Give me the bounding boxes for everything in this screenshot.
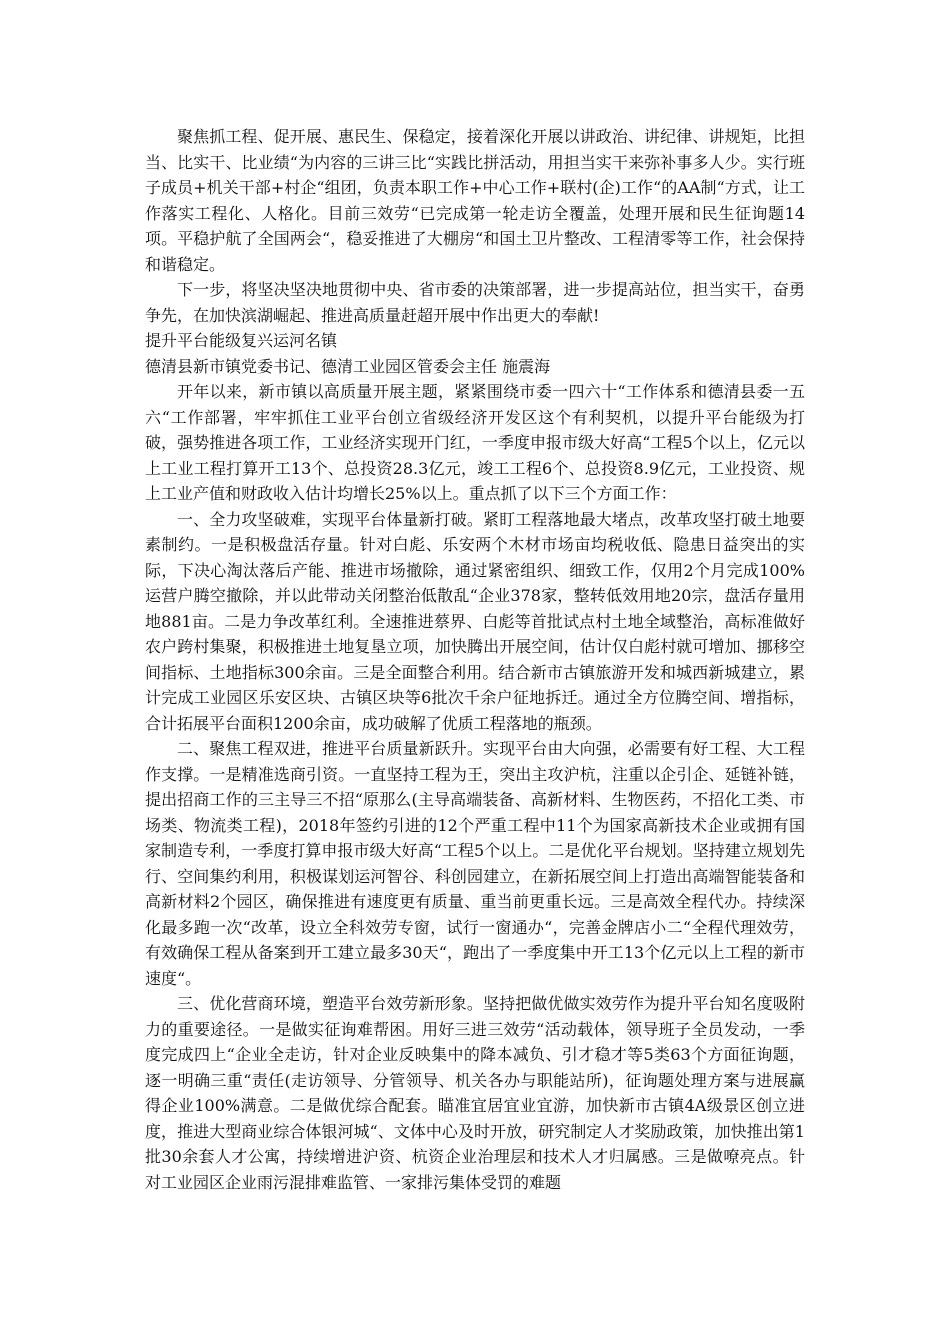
body-paragraph-point-three: 三、优化营商环境，塑造平台效劳新形象。坚持把做优做实效劳作为提升平台知名度吸附力的重要途径。一是做实征询难帮困。用好三进三效劳“活动载体，领导班子全员发动，一季度完成四上“企业全走访，针对企业反映集中的降本减负、引才稳才等5类63个方面征询题，逐一明确三重“责任(走访领导、分管领导、机关各办与职能站所)，征询题处理方案与进展赢得企业100%满意。二是做优综合配套。瞄准宜居宜业宜游，加快新市古镇4A级景区创立进度，推进大型商业综合体银河城“、文体中心及时开放，研究制定人才奖励政策，加快推出第1批30余套人才公寓，持续增进沪资、杭资企业治理层和技术人才归属感。三是做嘹亮点。针对工业园区企业雨污混排难监管、一家排污集体受罚的难题 [145, 994, 805, 1192]
intro-paragraph-2: 下一步，将坚决坚决地贯彻中央、省市委的决策部署，进一步提高站位，担当实干，奋勇争先，在加快滨湖崛起、推进高质量赶超开展中作出更大的奉献! [145, 280, 805, 325]
intro-paragraph-1: 聚焦抓工程、促开展、惠民生、保稳定，接着深化开展以讲政治、讲纪律、讲规矩，比担当、比实干、比业绩“为内容的三讲三比“实践比拼活动，用担当实干来弥补事多人少。实行班子成员+机关干部+村企“组团，负责本职工作+中心工作+联村(企)工作“的AA制“方式，让工作落实工程化、人格化。目前三效劳“已完成第一轮走访全覆盖，处理开展和民生征询题14项。平稳护航了全国两会“，稳妥推进了大棚房“和国土卫片整改、工程清零等工作，社会保持和谐稳定。 [145, 127, 805, 274]
section-byline: 德清县新市镇党委书记、德清工业园区管委会主任 施震海 [145, 356, 551, 376]
body-paragraph-point-two: 二、聚焦工程双进，推进平台质量新跃升。实现平台由大向强，必需要有好工程、大工程作支撑。一是精准选商引资。一直坚持工程为王，突出主攻沪杭，注重以企引企、延链补链，提出招商工作的三主导三不招“原那么(主导高端装备、高新材料、生物医药，不招化工类、市场类、物流类工程)，2018年签约引进的12个严重工程中11个为国家高新技术企业或拥有国家制造专利，一季度打算申报市级大好高“工程5个以上。二是优化平台规划。坚持建立规划先行、空间集约利用，积极谋划运河智谷、科创园建立，在新拓展空间上打造出高端智能装备和高新材料2个园区，确保推进有速度更有质量、重当前更重长远。三是高效全程代办。持续深化最多跑一次“改革，设立全科效劳专窗，试行一窗通办“，完善金牌店小二“全程代理效劳，有效确保工程从备案到开工建立最多30天“，跑出了一季度集中开工13个亿元以上工程的新市速度“。 [145, 739, 805, 988]
section-title: 提升平台能级复兴运河名镇 [145, 331, 338, 350]
body-paragraph-point-one: 一、全力攻坚破难，实现平台体量新打破。紧盯工程落地最大堵点，改革攻坚打破土地要素制约。一是积极盘活存量。针对白彪、乐安两个木材市场亩均税收低、隐患日益突出的实际，下决心淘汰落后产能、推进市场撤除，通过紧密组织、细致工作，仅用2个月完成100%运营户腾空撤除，并以此带动关闭整治低散乱“企业378家，整转低效用地20宗，盘活存量用地881亩。二是力争改革红利。全速推进蔡界、白彪等首批试点村土地全域整治，高标准做好农户跨村集聚，积极推进土地复垦立项，加快腾出开展空间，估计仅白彪村就可增加、挪移空间指标、土地指标300余亩。三是全面整合利用。结合新市古镇旅游开发和城西新城建立，累计完成工业园区乐安区块、古镇区块等6批次千余户征地拆迁。通过全方位腾空间、增指标，合计拓展平台面积1200余亩，成功破解了优质工程落地的瓶颈。 [145, 509, 805, 733]
document-page [145, 124, 805, 1195]
body-paragraph-overview: 开年以来，新市镇以高质量开展主题，紧紧围绕市委一四六十“工作体系和德清县委一五六“工作部署，牢牢抓住工业平台创立省级经济开发区这个有利契机，以提升平台能级为打破，强势推进各项工作，工业经济实现开门红，一季度申报市级大好高“工程5个以上，亿元以上工业工程打算开工13个、总投资28.3亿元，竣工工程6个、总投资8.9亿元，工业投资、规上工业产值和财政收入估计均增长25%以上。重点抓了以下三个方面工作： [145, 382, 805, 503]
